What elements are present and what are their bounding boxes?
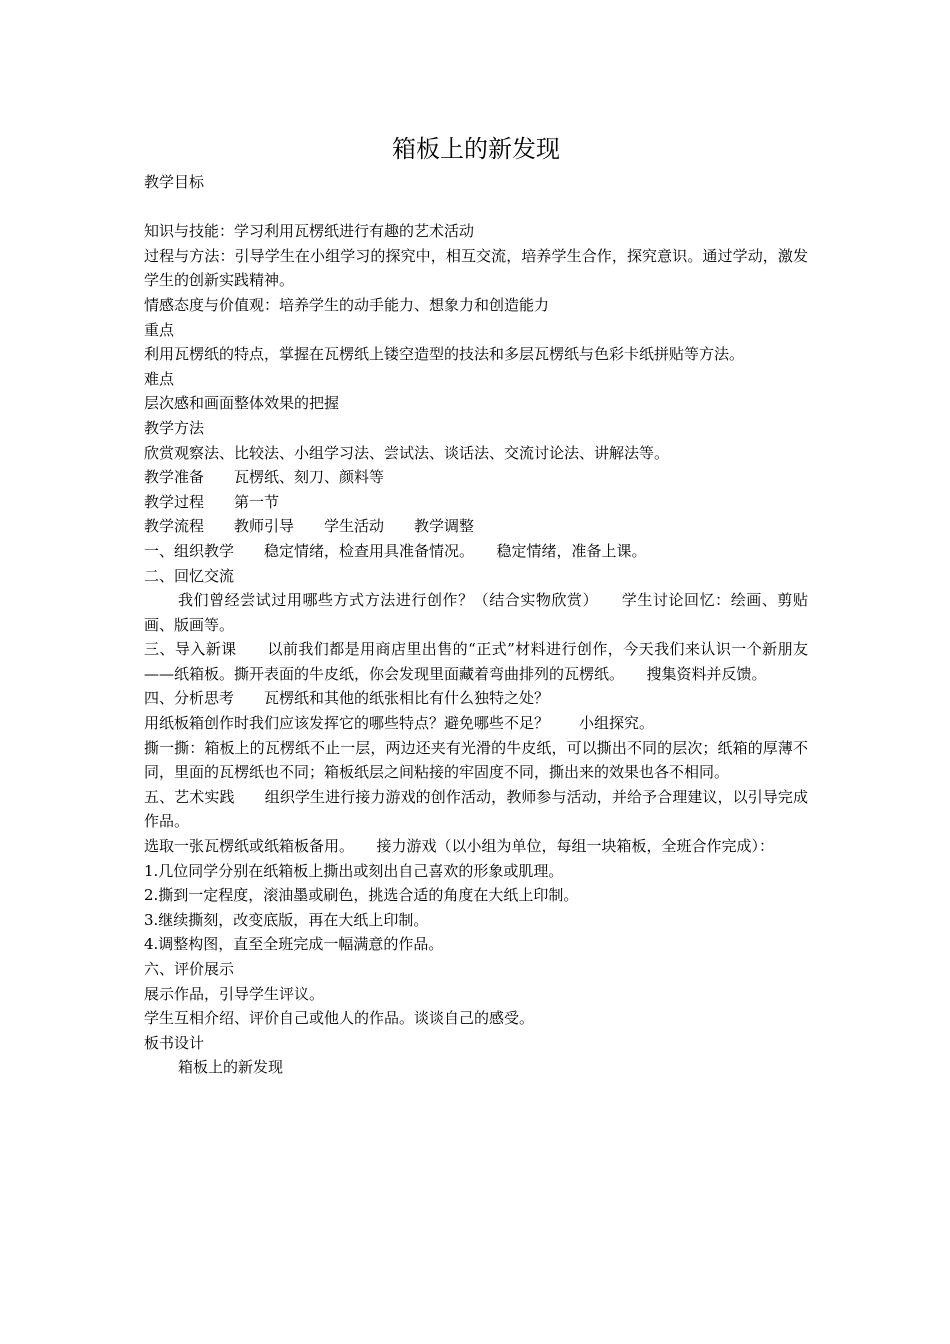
- step-4: 4.调整构图，直至全班完成一幅满意的作品。: [144, 935, 444, 954]
- section-3: 三、导入新课 以前我们都是用商店里出售的“正式”材料进行创作，今天我们来认识一个新朋友——纸箱板。撕开表面的牛皮纸，你会发现里面藏着弯曲排列的瓦楞纸。 搜集资料并反馈。: [144, 640, 808, 683]
- section-4: 四、分析思考 瓦楞纸和其他的纸张相比有什么独特之处？: [144, 689, 550, 708]
- method-text: 欣赏观察法、比较法、小组学习法、尝试法、谈话法、交流讨论法、讲解法等。: [144, 443, 670, 462]
- document-title: 箱板上的新发现: [392, 135, 560, 163]
- difficulty-text: 层次感和画面整体效果的把握: [144, 394, 340, 413]
- section-4-tear: 撕一撕：箱板上的瓦楞纸不止一层，两边还夹有光滑的牛皮纸，可以撕出不同的层次；纸箱的厚薄不同，里面的瓦楞纸也不同；箱板纸层之间粘接的牢固度不同，撕出来的效果也各不相同。: [144, 738, 808, 782]
- section-6-b: 学生互相介绍、评价自己或他人的作品。谈谈自己的感受。: [144, 1009, 535, 1028]
- goal-emotion: 情感态度与价值观：培养学生的动手能力、想象力和创造能力: [144, 295, 550, 314]
- section-5-pick: 选取一张瓦楞纸或纸箱板备用。 接力游戏（以小组为单位，每组一块箱板，全班合作完成）：: [144, 837, 775, 856]
- step-3: 3.继续撕刻，改变底版，再在大纸上印制。: [144, 910, 429, 929]
- section-2-heading: 二、回忆交流: [144, 566, 235, 585]
- section-4-question: 用纸板箱创作时我们应该发挥它的哪些特点？避免哪些不足？ 小组探究。: [144, 714, 655, 733]
- course-line: 教学过程 第一节: [144, 492, 280, 511]
- step-2: 2.撕到一定程度，滚油墨或刷色，挑选合适的角度在大纸上印制。: [144, 886, 579, 905]
- method-heading: 教学方法: [144, 418, 205, 437]
- section-6-a: 展示作品，引导学生评议。: [144, 984, 325, 1003]
- board-text: 箱板上的新发现: [178, 1058, 284, 1077]
- difficulty-heading: 难点: [144, 369, 175, 388]
- goal-process: 过程与方法：引导学生在小组学习的探究中，相互交流，培养学生合作，探究意识。通过学动，激发学生的创新实践精神。: [144, 246, 808, 290]
- key-text: 利用瓦楞纸的特点，掌握在瓦楞纸上镂空造型的技法和多层瓦楞纸与色彩卡纸拼贴等方法。: [144, 345, 745, 364]
- section-1: 一、组织教学 稳定情绪，检查用具准备情况。 稳定情绪，准备上课。: [144, 541, 647, 560]
- flow-line: 教学流程 教师引导 学生活动 教学调整: [144, 517, 475, 536]
- blank-line: [144, 195, 808, 220]
- goals-heading: 教学目标: [144, 173, 205, 191]
- document-page: [144, 128, 808, 1080]
- key-heading: 重点: [144, 320, 175, 339]
- board-heading: 板书设计: [144, 1033, 205, 1052]
- preparation-line: 教学准备 瓦楞纸、刻刀、颜料等: [144, 468, 385, 487]
- section-5: 五、艺术实践 组织学生进行接力游戏的创作活动，教师参与活动，并给予合理建议，以引导完成作品。: [144, 787, 808, 831]
- goal-knowledge: 知识与技能：学习利用瓦楞纸进行有趣的艺术活动: [144, 222, 475, 241]
- section-2-text: 我们曾经尝试过用哪些方式方法进行创作？（结合实物欣赏） 学生讨论回忆：绘画、剪贴画、版画等。: [144, 591, 808, 634]
- section-6-heading: 六、评价展示: [144, 960, 235, 978]
- step-1: 1.几位同学分别在纸箱板上撕出或刻出自己喜欢的形象或肌理。: [144, 861, 564, 880]
